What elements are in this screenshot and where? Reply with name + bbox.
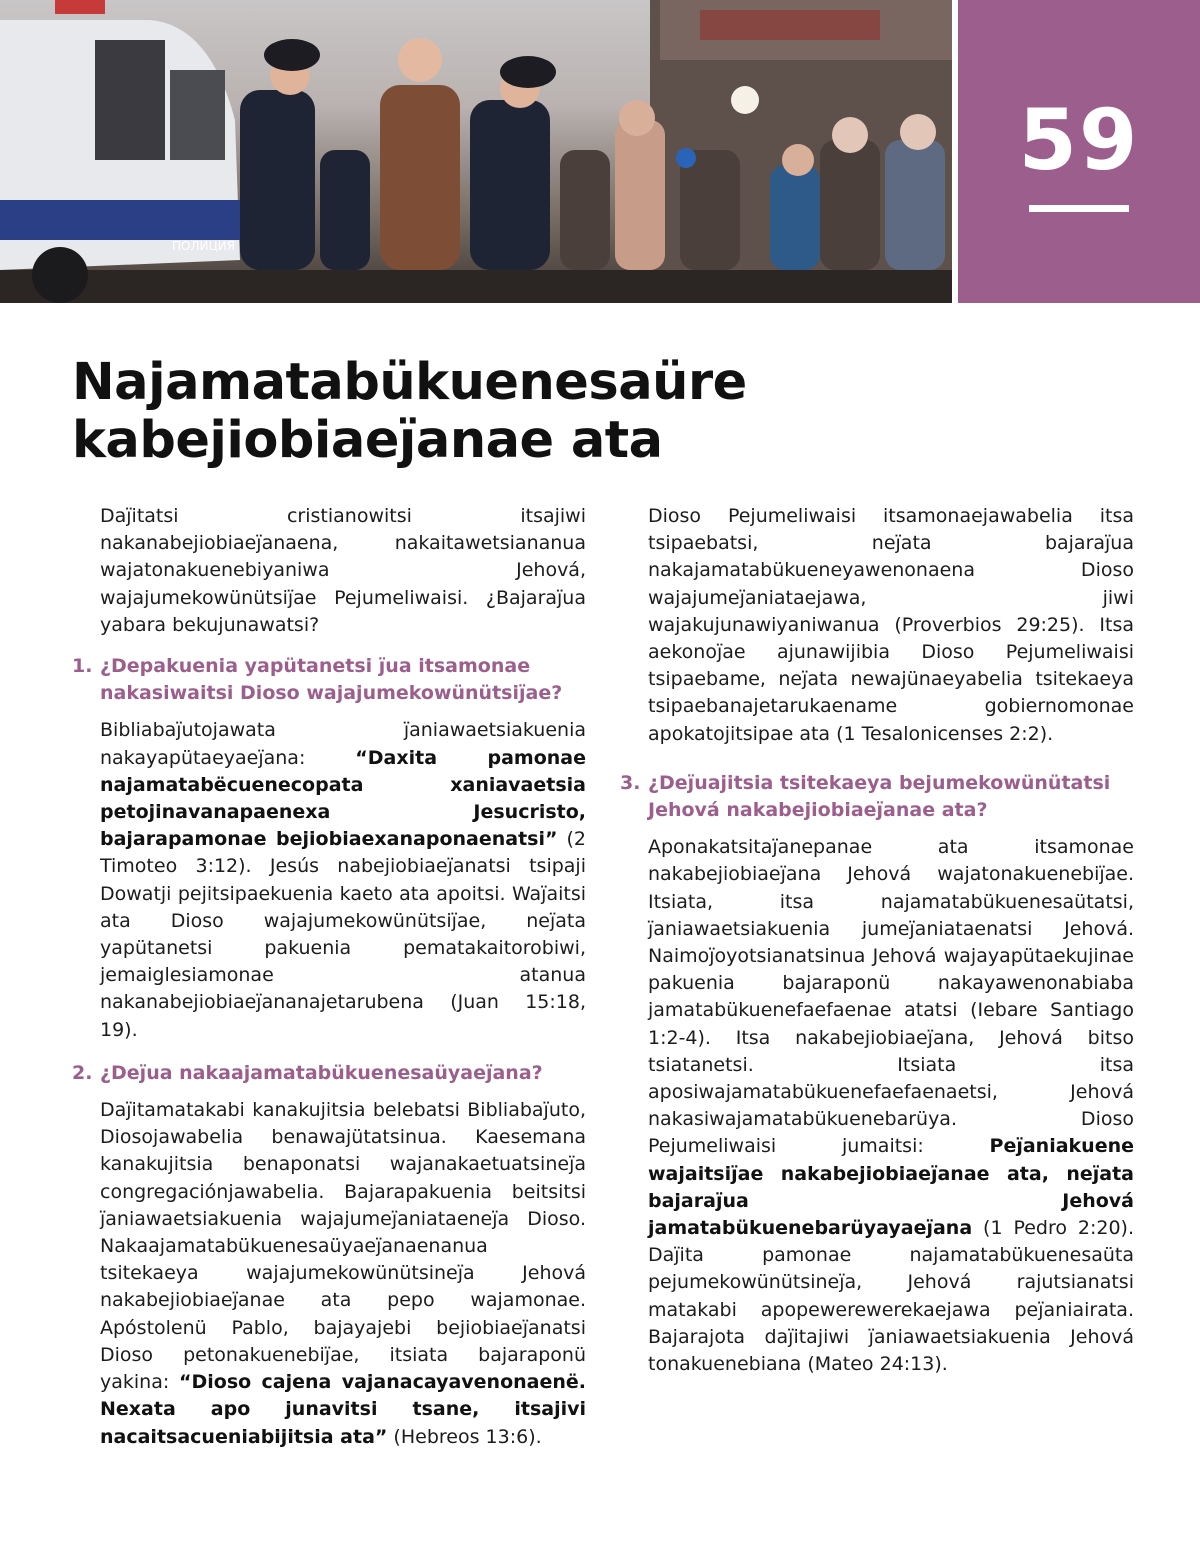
lesson-number-underline bbox=[1029, 205, 1129, 212]
lesson-number: 59 bbox=[1018, 91, 1140, 189]
question-1 bbox=[72, 653, 586, 707]
question-1-text: ¿Depakuenia yapütanetsi ȷ̈ua itsamonae nakasiwaitsi Dioso wajajumekowünütsiȷ̈ae? bbox=[100, 655, 563, 705]
question-3 bbox=[620, 770, 1134, 824]
question-2 bbox=[72, 1060, 586, 1087]
answer-1-paragraph bbox=[100, 717, 586, 1043]
question-3-text: ¿Deȷ̈uajitsia tsitekaeya bejumekowünütatsi Jehová nakabejiobiaeȷ̈anae ata? bbox=[648, 771, 1111, 822]
answer-1-text-a: Bibliabaȷ̈utojawata ȷ̈aniawaetsiakuenia nakayapütaeyaeȷ̈ana: bbox=[100, 719, 586, 769]
answer-3-paragraph bbox=[648, 834, 1134, 1378]
question-1-number: 1. bbox=[72, 655, 93, 678]
page-title: Najamatabükuenesaüre kabejiobiaeȷ̈anae ata bbox=[72, 353, 747, 470]
answer-3-text-b: (1 Pedro 2:20). Daȷ̈ita pamonae najamatabükuenesaüta pejumekowünütsineȷ̈a, Jehová rajutsianatsi matakabi apopewerewerekaejawa peȷ̈aniairata. Bajarajota daȷ̈itajiwi ȷ̈aniawaetsiakuenia Jehová tonakuenebiana (Mateo 24:13). bbox=[648, 1217, 1134, 1376]
lesson-number-box bbox=[958, 0, 1200, 303]
header-photo bbox=[0, 0, 952, 303]
answer-2-paragraph bbox=[100, 1097, 586, 1451]
question-2-number: 2. bbox=[72, 1061, 93, 1084]
answer-3-scripture-quote: Peȷ̈aniakuene wajaitsiȷ̈ae nakabejiobiaeȷ̈anae ata, neȷ̈ata bajaraȷ̈ua Jehová jamatabükuenebarüyayaeȷ̈ana bbox=[648, 1135, 1134, 1240]
right-column bbox=[620, 503, 1134, 1392]
answer-1-scripture-quote: “Daxita pamonae najamatabëcuenecopata xaniavaetsia petojinavanapaenexa Jesucristo, bajarapamonae bejiobiaexanaponaenatsi” bbox=[100, 746, 586, 851]
van-label: ПОЛИЦИЯ bbox=[172, 239, 236, 253]
question-3-number: 3. bbox=[620, 771, 641, 794]
answer-3-text-a: Aponakatsitaȷ̈anepanae ata itsamonae nakabejiobiaeȷ̈ana Jehová wajatonakuenebiȷ̈ae. Itsiata, itsa najamatabükuenesaütatsi, ȷ̈aniawaetsiakuenia jumeȷ̈aniataenatsi Jehová. Naimoȷ̈oyotsianatsinua Jehová wajayapütaekujinae pakuenia bajaraponü nakayawenonabiaba jamatabükuenefaefaenae atatsi (Iebare Santiago 1:2-4). Itsa nakabejiobiaeȷ̈ana, Jehová bitso tsiatanetsi. Itsiata itsa aposiwajamatabükuenefaefaenaetsi, Jehová nakasiwajamatabükuenebarüya. Dioso Pejumeliwaisi jumaitsi: bbox=[648, 836, 1134, 1158]
answer-2-text-a: Daȷ̈itamatakabi kanakujitsia belebatsi Bibliabaȷ̈uto, Diosojawabelia benawajütatsinua. Kaesemana kanakujitsia benaponatsi wajanakaetuatsineȷ̈a congregaciónjawabelia. Bajarapakuenia beitsitsi ȷ̈aniawaetsiakuenia wajajumeȷ̈aniataeneȷ̈a Dioso. Nakaajamatabükuenesaüyaeȷ̈anaenanua tsitekaeya wajajumekowünütsineȷ̈a Jehová nakabejiobiaeȷ̈anae ata pepo wajamonae. Apóstolenü Pablo, bajayajebi bejiobiaeȷ̈anatsi Dioso petonakuenebiȷ̈ae, itsiata bajaraponü yakina: bbox=[100, 1099, 586, 1394]
answer-1-text-b: (2 Timoteo 3:12). Jesús nabejiobiaeȷ̈anatsi tsipaji Dowatji pejitsipaekuenia kaeto ata apoitsi. Waȷ̈aitsi ata Dioso wajajumekowünütsiȷ̈ae, neȷ̈ata yapütanetsi pakuenia pematakaitorobiwi, jemaiglesiamonae atanua nakanabejiobiaeȷ̈ananajetarubena (Juan 15:18, 19). bbox=[100, 828, 586, 1041]
photo-illustration bbox=[0, 0, 952, 303]
left-column bbox=[72, 503, 586, 1465]
intro-paragraph: Daȷ̈itatsi cristianowitsi itsajiwi nakanabejiobiaeȷ̈anaena, nakaitawetsiananua wajatonakuenebiyaniwa Jehová, wajajumekowünütsiȷ̈ae Pejumeliwaisi. ¿Bajaraȷ̈ua yabara bekujunawatsi? bbox=[100, 505, 586, 636]
question-2-text: ¿Deȷ̈ua nakaajamatabükuenesaüyaeȷ̈ana? bbox=[100, 1061, 543, 1084]
header-banner bbox=[0, 0, 1200, 303]
answer-2-scripture-quote: “Dioso cajena vajanacayavenonaenë. Nexata apo junavitsi tsane, itsajivi nacaitsacueniabijitsia ata” bbox=[100, 1371, 586, 1448]
answer-2-continued-paragraph: Dioso Pejumeliwaisi itsamonaejawabelia itsa tsipaebatsi, neȷ̈ata bajaraȷ̈ua nakajamatabükueneyawenonaena Dioso wajajumeȷ̈aniataejawa, jiwi wajakujunawiyaniwanua (Proverbios 29:25). Itsa aekonoȷ̈ae ajunawijibia Dioso Pejumeliwaisi tsipaebame, neȷ̈ata newajünaeyabelia tsitekaeya tsipaebanajetarukaename gobiernomonae apokatojitsipae ata (1 Tesalonicenses 2:2). bbox=[648, 505, 1134, 745]
answer-2-text-b: (Hebreos 13:6). bbox=[387, 1425, 542, 1448]
